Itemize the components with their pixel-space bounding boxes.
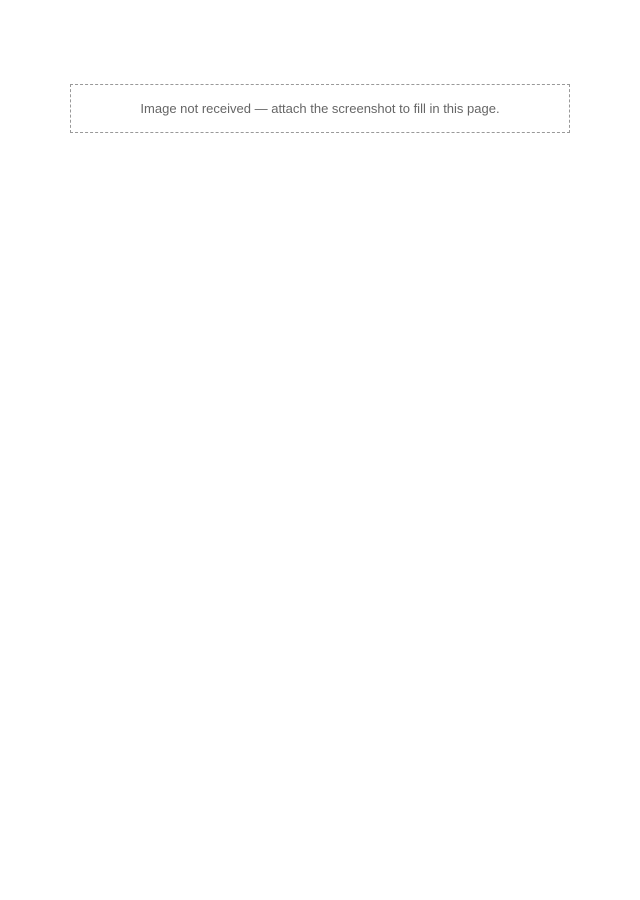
missing-image-notice: Image not received — attach the screenshot to fill in this page.	[70, 84, 570, 133]
